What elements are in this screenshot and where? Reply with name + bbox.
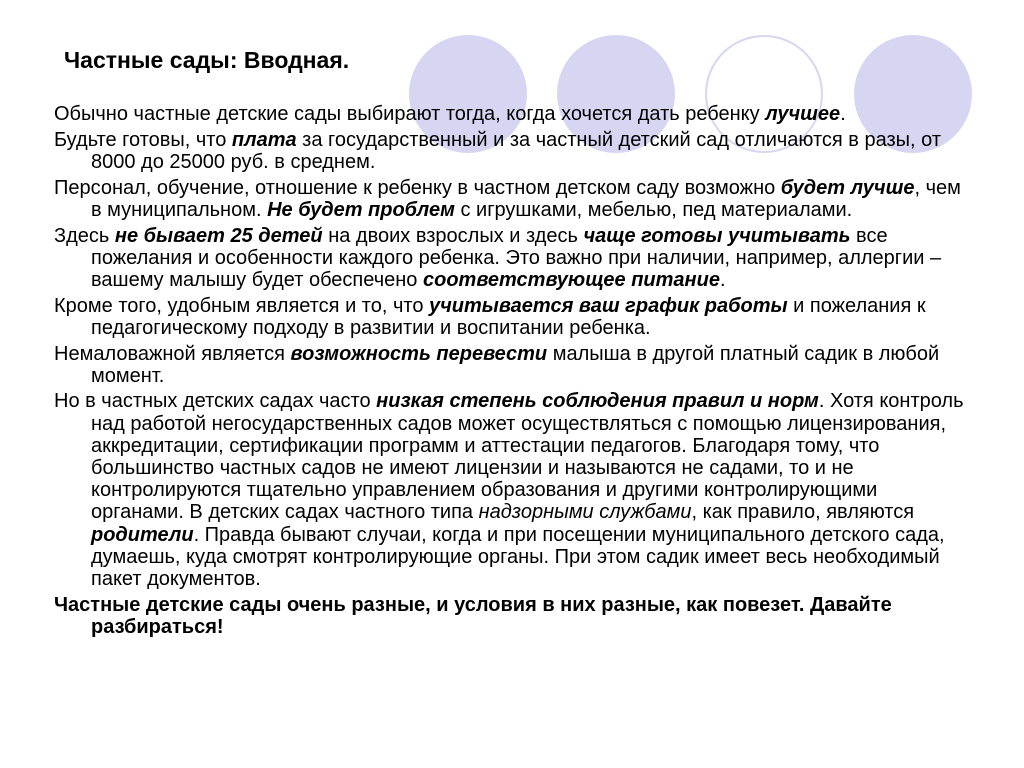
paragraph-conclusion: Частные детские сады очень разные, и условия в них разные, как повезет. Давайте разбираться!	[54, 593, 892, 638]
paragraph-7: Но в частных детских садах часто низкая степень соблюдения правил и норм. Хотя контроль над работой негосударственных садов может осуществляться с помощью лицензирования, аккредитации, сертификации программ и аттестации педагогов. Благодаря тому, что большинство частных садов не имеют лицензии и называются не садами, то и не контролируются тщательно управлением образования и другими контролирующими органами. В детских садах частного типа надзорными службами, как правило, являются родители. Правда бывают случаи, когда и при посещении муниципального детского сада, думаешь, куда смотрят контролирующие органы. При этом садик имеет весь необходимый пакет документов.	[54, 390, 964, 591]
paragraph-1: Обычно частные детские сады выбирают тогда, когда хочется дать ребенку лучшее.	[54, 103, 846, 125]
paragraph-4: Здесь не бывает 25 детей на двоих взрослых и здесь чаще готовы учитывать все пожелания и особенности каждого ребенка. Это важно при наличии, например, аллергии – вашему малышу будет обеспечено соответствующее питание.	[54, 224, 942, 291]
slide-title: Частные сады: Вводная.	[64, 47, 350, 73]
paragraph-2: Будьте готовы, что плата за государственный и за частный детский сад отличаются в разы, от 8000 до 25000 руб. в среднем.	[54, 128, 941, 173]
slide-body	[54, 103, 966, 642]
paragraph-5: Кроме того, удобным является и то, что учитывается ваш график работы и пожелания к педагогическому подходу в развитии и воспитании ребенка.	[54, 294, 926, 339]
paragraph-6: Немаловажной является возможность перевести малыша в другой платный садик в любой момент.	[54, 342, 940, 387]
paragraph-3: Персонал, обучение, отношение к ребенку в частном детском саду возможно будет лучше, чем в муниципальном. Не будет проблем с игрушками, мебелью, пед материалами.	[54, 176, 961, 221]
